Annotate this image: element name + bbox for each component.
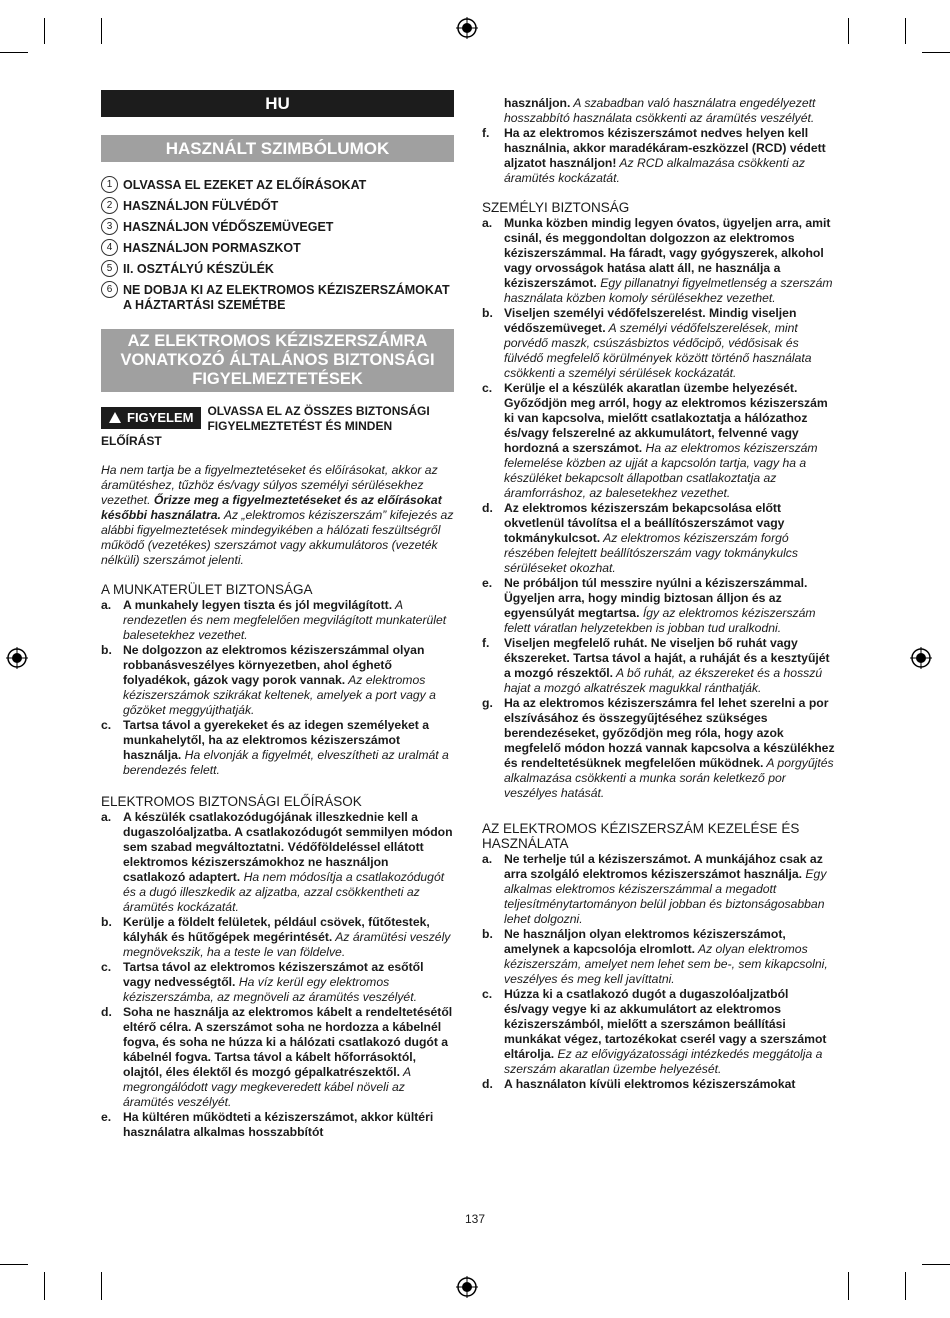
circled-number: 5 (101, 260, 118, 277)
item-letter: a. (101, 810, 112, 824)
section-heading: AZ ELEKTROMOS KÉZISZERSZÁM KEZELÉSE ÉS HASZNÁLATA (482, 821, 800, 851)
item-bold: Ne dolgozzon az elektromos kéziszerszámmal olyan robbanásveszélyes környezetben, ahol éghető folyadékok, gázok vagy porok vannak. (123, 643, 425, 687)
item-letter: f. (482, 126, 490, 140)
list-item (101, 915, 454, 960)
item-italic: Az RCD alkalmazása csökkenti az áramütés kockázatát. (504, 156, 805, 185)
item-bold: Soha ne használja az elektromos kábelt a rendeltetésétől eltérő célra. A szerszámot soha ne hordozza a kábelnél fogva, és soha ne húzza ki a hálózati csatlakozó dugót a kábelnél fogva. Tartsa távol a kábelt hőforrásoktól, olajtól, éles élektől és mozgó gépalkatrészektől. (123, 1005, 453, 1079)
item-italic: Egy alkalmas elektromos kéziszerszámmal a megadott teljesítménytartományon belül jobban és biztonságosabban lehet dolgozni. (504, 867, 827, 926)
list-item (482, 696, 836, 801)
item-letter: g. (482, 696, 493, 710)
symbol-text: OLVASSA EL EZEKET AZ ELŐÍRÁSOKAT (123, 178, 367, 192)
item-letter: c. (482, 987, 493, 1001)
item-bold: Ne használjon olyan elektromos kéziszerszámot, amelynek a kapcsolója elromlott. (504, 927, 786, 956)
crop-mark (44, 1272, 45, 1300)
item-bold: Munka közben mindig legyen óvatos, ügyeljen arra, amit csinál, és meggondoltan dolgozzon az elektromos kéziszerszámmal. Ha fáradt, vagy gyógyszerek, alkohol vagy orvosságok hatása alatt áll, ne használja a kéziszerszámot. (504, 216, 831, 290)
list-item-continuation (482, 96, 836, 126)
registration-mark-icon (456, 17, 478, 39)
item-italic: A szabadban való használatra engedélyezett hosszabbító használata csökkenti az áramütés veszélyét. (504, 96, 816, 125)
crop-mark (905, 1272, 906, 1300)
crop-mark (848, 1272, 849, 1300)
item-italic: A rendezetlen és nem megfelelően megvilágított munkaterület balesetekhez vezethet. (123, 598, 447, 642)
item-italic: Ha víz kerül egy elektromos kéziszerszámba, az megnöveli az áramütés veszélyét. (123, 975, 417, 1004)
item-bold: A munkahely legyen tiszta és jól megvilágított. (123, 598, 393, 612)
symbol-text: NE DOBJA KI AZ ELEKTROMOS KÉZISZERSZÁMOKAT A HÁZTARTÁSI SZEMÉTBE (123, 283, 450, 312)
crop-mark (44, 18, 45, 44)
circled-number: 4 (101, 239, 118, 256)
crop-mark (922, 1264, 950, 1265)
item-italic: Ez az elővigyázatossági intézkedés meggátolja a szerszám akaratlan üzembe helyezését. (504, 1047, 823, 1076)
symbol-item (101, 283, 454, 313)
item-letter: d. (482, 1077, 493, 1091)
circled-number: 6 (101, 281, 118, 298)
warning-row (101, 404, 454, 449)
item-italic: A porgyűjtés alkalmazása csökkenti a munka során keletkező por veszélyes hatását. (504, 756, 834, 800)
general-warnings-title: AZ ELEKTROMOS KÉZISZERSZÁMRA VONATKOZÓ ÁLTALÁNOS BIZTONSÁGI FIGYELMEZTETÉSEK (101, 329, 454, 392)
intro-text-2: Az „elektromos kéziszerszám” kifejezés az alábbi figyelmeztetések mindegyikében a hálózati feszültségről működő (vezetékes) szerszámot vagy akkumulátoros (vezeték nélküli) szerszámot jelenti. (101, 508, 454, 567)
item-italic: Ha az elektromos kéziszerszám felemelése közben az ujját a kapcsolón tartja, vagy ha a készüléket bekapcsolt állapotban csatlakoztatja az áramforráshoz, az balesetekhez vezethet. (504, 441, 818, 500)
section-heading: SZEMÉLYI BIZTONSÁG (482, 200, 630, 215)
item-bold: Kerülje el a készülék akaratlan üzembe helyezését. Győződjön meg arról, hogy az elektromos kéziszerszám ki van kapcsolva, mielőtt csatlakoztatja a hálózathoz és/vagy felszerelné az akkumulátort, felvenné vagy hordozná a szerszámot. (504, 381, 828, 455)
list-item (482, 987, 836, 1077)
symbol-text: II. OSZTÁLYÚ KÉSZÜLÉK (123, 262, 274, 276)
list-item (101, 643, 454, 718)
item-letter: d. (101, 1005, 112, 1019)
item-italic: Így az elektromos kéziszerszám felett váratlan helyzetekben is jobban tud uralkodni. (504, 606, 816, 635)
item-bold: A készülék csatlakozódugójának illeszkednie kell a dugaszolóaljzatba. A csatlakozódugót semmilyen módon sem szabad megváltoztatni. Védőföldeléssel ellátott elektromos kéziszerszámokhoz ne használjon csatlakozó adaptert. (123, 810, 453, 884)
item-letter: a. (482, 852, 493, 866)
item-bold: Viseljen megfelelő ruhát. Ne viseljen bő ruhát vagy ékszereket. Tartsa távol a haját, a ruháját és a kesztyűjét a mozgó részektől. (504, 636, 830, 680)
list-item (101, 598, 454, 643)
intro-paragraph (101, 463, 454, 568)
symbol-item (101, 220, 454, 235)
item-bold: Ha kültéren működteti a kéziszerszámot, akkor kültéri használatra alkalmas hosszabbítót (123, 1110, 434, 1139)
list-item (482, 1077, 836, 1092)
symbol-text: HASZNÁLJON VÉDŐSZEMÜVEGET (123, 220, 334, 234)
crop-mark (848, 18, 849, 44)
item-italic: Ha nem módosítja a csatlakozódugót és a dugó illeszkedik az aljzatba, azzal csökkentheti az áramütés kockázatát. (123, 870, 445, 914)
item-letter: a. (101, 598, 112, 612)
list-item (482, 576, 836, 636)
list-item (101, 960, 454, 1005)
item-bold: Ha az elektromos kéziszerszámra fel lehet szerelni a por elszívásához és összegyűjtéséhez szükséges berendezéseket, győződjön meg róla, hogy azok megfelelő módon hozzá vannak kapcsolva a készülékhez és rendeltetésüknek megfelelően működnek. (504, 696, 835, 770)
list-item (101, 810, 454, 915)
item-bold: Tartsa távol az elektromos kéziszerszámot az esőtől vagy nedvességtől. (123, 960, 424, 989)
item-italic: Egy pillanatnyi figyelmetlenség a szerszám használata közben komoly sérülésekhez vezethet. (504, 276, 833, 305)
circled-number: 3 (101, 218, 118, 235)
list-item (482, 306, 836, 381)
crop-mark (905, 18, 906, 44)
item-letter: c. (482, 381, 493, 395)
item-letter: b. (101, 915, 112, 929)
section-heading: A MUNKATERÜLET BIZTONSÁGA (101, 582, 313, 597)
crop-mark (0, 52, 28, 53)
symbol-item (101, 262, 454, 277)
symbol-item (101, 178, 454, 193)
item-italic: A személyi védőfelszerelések, mint porvédő maszk, csúszásbiztos védőcipő, védősisak és fülvédő megfelelő körülmények között történő használata csökkenti a személyi sérülések kockázatát. (504, 321, 812, 380)
item-italic: Az elektromos kéziszerszámok szikrákat keltenek, amelyek a port vagy a gőzöket meggyújthatják. (123, 673, 436, 717)
item-bold: Ne próbáljon túl messzire nyúlni a kéziszerszámmal. Ügyeljen arra, hogy mindig biztosan álljon és az egyensúlyát megtartsa. (504, 576, 808, 620)
left-column (101, 90, 454, 1140)
item-bold: Tartsa távol a gyerekeket és az idegen személyeket a munkahelytől, ha az elektromos kéziszerszámot használja. (123, 718, 429, 762)
list-item (482, 381, 836, 501)
warning-triangle-icon (109, 412, 121, 423)
registration-mark-icon (910, 647, 932, 669)
list-item (482, 501, 836, 576)
intro-text: Ha nem tartja be a figyelmeztetéseket és előírásokat, akkor az áramütéshez, tűzhöz és/vagy súlyos személyi sérülésekhez vezethet. (101, 463, 438, 507)
warning-text: OLVASSA EL AZ ÖSSZES BIZTONSÁGI FIGYELMEZTETÉST ÉS MINDEN ELŐÍRÁST (101, 404, 430, 448)
item-italic: A bő ruhát, az ékszereket és a hosszú hajat a mozgó alkatrészek magukkal ránthatják. (504, 666, 823, 695)
warning-badge-label: FIGYELEM (127, 410, 194, 425)
list-item (482, 852, 836, 927)
right-column (482, 96, 836, 1092)
list-item (101, 1005, 454, 1110)
item-letter: c. (101, 960, 112, 974)
language-tag: HU (101, 90, 454, 117)
item-bold: Az elektromos kéziszerszám bekapcsolása előtt okvetlenül távolítsa el a beállítószerszámot vagy tokmánykulcsot. (504, 501, 785, 545)
item-letter: b. (482, 306, 493, 320)
item-letter: e. (482, 576, 493, 590)
intro-emphasis: Őrizze meg a figyelmeztetéseket és az előírásokat későbbi használatra. (101, 493, 442, 522)
page-number: 137 (464, 1212, 486, 1226)
item-letter: b. (482, 927, 493, 941)
item-bold: használjon. (504, 96, 571, 110)
item-bold: Viseljen személyi védőfelszerelést. Mindig viseljen védőszemüveget. (504, 306, 797, 335)
item-bold: Húzza ki a csatlakozó dugót a dugaszolóaljzatból és/vagy vegye ki az akkumulátort az elektromos kéziszerszámból, mielőtt a szerszámon beállítási munkákat végez, tartozékokat cserél vagy a szerszámot eltárolja. (504, 987, 827, 1061)
symbol-text: HASZNÁLJON FÜLVÉDŐT (123, 199, 279, 213)
registration-mark-icon (456, 1276, 478, 1298)
crop-mark (0, 1264, 28, 1265)
item-bold: Ha az elektromos kéziszerszámot nedves helyen kell használnia, akkor maradékáram-eszközzel (RCD) védett aljzatot használjon! (504, 126, 826, 170)
list-item (482, 636, 836, 696)
item-italic: Az elektromos kéziszerszám forgó részében felejtett beállítószerszám vagy tokmánykulcs sérüléseket okozhat. (504, 531, 798, 575)
item-bold: Kerülje a földelt felületek, például csövek, fűtőtestek, kályhák és hűtőgépek megérintését. (123, 915, 430, 944)
list-item (482, 126, 836, 186)
item-letter: f. (482, 636, 490, 650)
symbols-title: HASZNÁLT SZIMBÓLUMOK (101, 135, 454, 162)
list-item (482, 216, 836, 306)
symbol-text: HASZNÁLJON PORMASZKOT (123, 241, 301, 255)
item-letter: d. (482, 501, 493, 515)
item-letter: e. (101, 1110, 112, 1124)
item-italic: Ha elvonják a figyelmét, elveszítheti az uralmát a berendezés felett. (123, 748, 449, 777)
registration-mark-icon (6, 647, 28, 669)
circled-number: 1 (101, 176, 118, 193)
item-italic: Az áramütési veszély megnövekszik, ha a teste le van földelve. (123, 930, 451, 959)
item-bold: Ne terhelje túl a kéziszerszámot. A munkájához csak az arra szolgáló elektromos kéziszerszámot használja. (504, 852, 823, 881)
crop-mark (101, 18, 102, 44)
circled-number: 2 (101, 197, 118, 214)
item-letter: a. (482, 216, 493, 230)
section-heading: ELEKTROMOS BIZTONSÁGI ELŐÍRÁSOK (101, 794, 362, 809)
symbol-list (101, 178, 454, 313)
item-italic: A megrongálódott vagy megkeveredett kábel növeli az áramütés veszélyét. (123, 1065, 411, 1109)
crop-mark (922, 52, 950, 53)
warning-badge (101, 407, 201, 429)
symbol-item (101, 199, 454, 214)
list-item (101, 1110, 454, 1140)
symbol-item (101, 241, 454, 256)
item-bold: A használaton kívüli elektromos kéziszerszámokat (504, 1077, 796, 1091)
item-italic: Az olyan elektromos kéziszerszám, amelyet nem lehet sem be-, sem kikapcsolni, veszélyes és meg kell javíttatni. (504, 942, 828, 986)
list-item (482, 927, 836, 987)
list-item (101, 718, 454, 778)
item-letter: c. (101, 718, 112, 732)
crop-mark (101, 1272, 102, 1300)
item-letter: b. (101, 643, 112, 657)
